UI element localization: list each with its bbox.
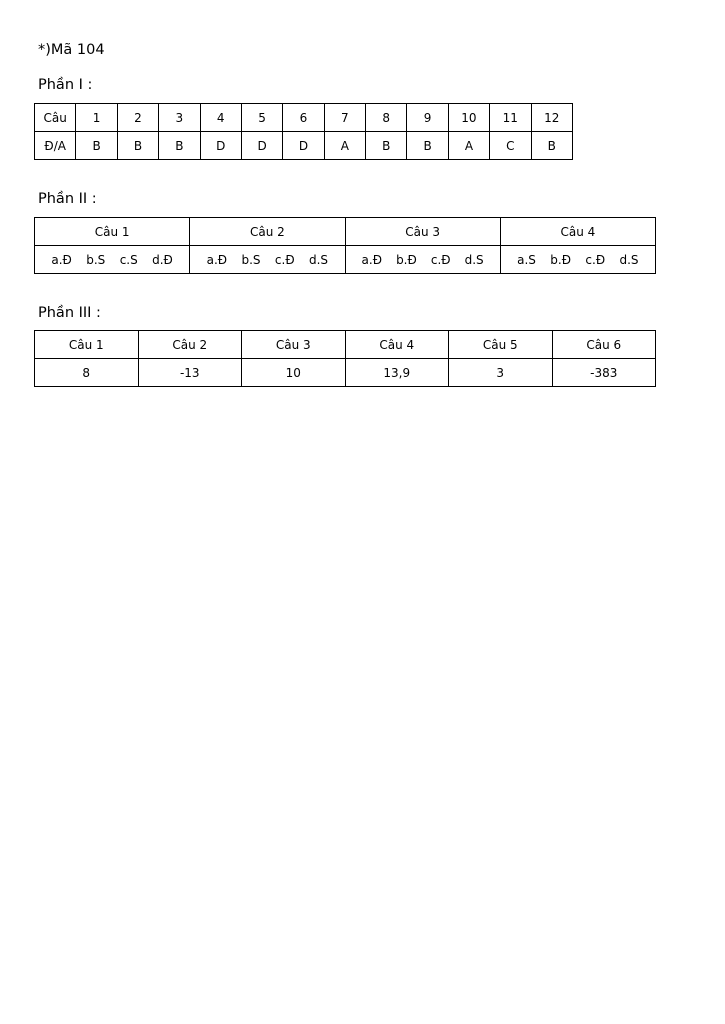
part1-question-number: 5 — [241, 104, 282, 132]
part2-answer: d.S — [464, 252, 484, 267]
part2-answer-cell — [190, 246, 345, 274]
part2-question-label: Câu 4 — [500, 218, 655, 246]
part1-answer: B — [117, 132, 158, 160]
part1-answer: A — [448, 132, 489, 160]
part1-answer: D — [241, 132, 282, 160]
part1-answer: B — [76, 132, 117, 160]
part3-question-label: Câu 4 — [345, 331, 449, 359]
part2-heading: Phần II : — [38, 191, 97, 207]
part1-question-number: 4 — [200, 104, 241, 132]
part2-answer: a.Đ — [206, 252, 228, 267]
part1-answer: B — [407, 132, 448, 160]
part2-answer-row — [35, 246, 656, 274]
part2-question-label: Câu 3 — [345, 218, 500, 246]
part2-table — [34, 217, 656, 274]
part2-answer-cell — [35, 246, 190, 274]
part1-answer: B — [159, 132, 200, 160]
part2-answer-cell — [345, 246, 500, 274]
part1-table — [34, 103, 573, 160]
part1-question-number: 11 — [490, 104, 531, 132]
part1-answer: B — [531, 132, 573, 160]
part2-answer: a.Đ — [51, 252, 72, 267]
part3-answer: -383 — [552, 359, 656, 387]
part3-question-label: Câu 3 — [242, 331, 346, 359]
part3-question-label: Câu 5 — [449, 331, 553, 359]
part3-answer: -13 — [138, 359, 242, 387]
part2-question-label: Câu 2 — [190, 218, 345, 246]
part1-heading: Phần I : — [38, 77, 93, 93]
part1-question-number: 7 — [324, 104, 365, 132]
part1-answer: D — [283, 132, 324, 160]
part3-answer: 8 — [35, 359, 139, 387]
part3-heading: Phần III : — [38, 305, 101, 321]
part2-answer: b.S — [241, 252, 261, 267]
part1-answer-label: Đ/A — [35, 132, 76, 160]
document-title: *)Mã 104 — [38, 42, 105, 58]
part2-answer-cell — [500, 246, 655, 274]
part2-answer: c.Đ — [274, 252, 295, 267]
part2-answer: c.Đ — [430, 252, 451, 267]
part3-answer: 13,9 — [345, 359, 449, 387]
part3-question-label: Câu 1 — [35, 331, 139, 359]
part1-question-number: 12 — [531, 104, 573, 132]
part1-question-number: 3 — [159, 104, 200, 132]
part2-answer: a.S — [517, 252, 536, 267]
part2-answer: a.Đ — [361, 252, 383, 267]
part1-answer-row — [35, 132, 573, 160]
part3-question-label: Câu 2 — [138, 331, 242, 359]
part2-question-label: Câu 1 — [35, 218, 190, 246]
part1-question-number: 8 — [366, 104, 407, 132]
part2-answer: c.Đ — [585, 252, 606, 267]
part1-answer: B — [366, 132, 407, 160]
part3-question-row — [35, 331, 656, 359]
part3-question-label: Câu 6 — [552, 331, 656, 359]
part2-question-row — [35, 218, 656, 246]
part2-answer: b.S — [86, 252, 106, 267]
part2-answer: b.Đ — [550, 252, 572, 267]
part2-answer: d.S — [309, 252, 329, 267]
part1-question-number: 10 — [448, 104, 489, 132]
part3-answer: 10 — [242, 359, 346, 387]
part3-answer-row — [35, 359, 656, 387]
part1-question-number: 2 — [117, 104, 158, 132]
part1-answer: D — [200, 132, 241, 160]
part3-answer: 3 — [449, 359, 553, 387]
part1-question-number: 9 — [407, 104, 448, 132]
part2-answer: b.Đ — [396, 252, 417, 267]
part1-question-number: 1 — [76, 104, 117, 132]
part3-table — [34, 330, 656, 387]
part1-header-label: Câu — [35, 104, 76, 132]
part1-answer: C — [490, 132, 531, 160]
part1-question-number: 6 — [283, 104, 324, 132]
part2-answer: c.S — [119, 252, 138, 267]
part2-answer: d.Đ — [152, 252, 173, 267]
part1-question-row — [35, 104, 573, 132]
part1-answer: A — [324, 132, 365, 160]
part2-answer: d.S — [619, 252, 639, 267]
